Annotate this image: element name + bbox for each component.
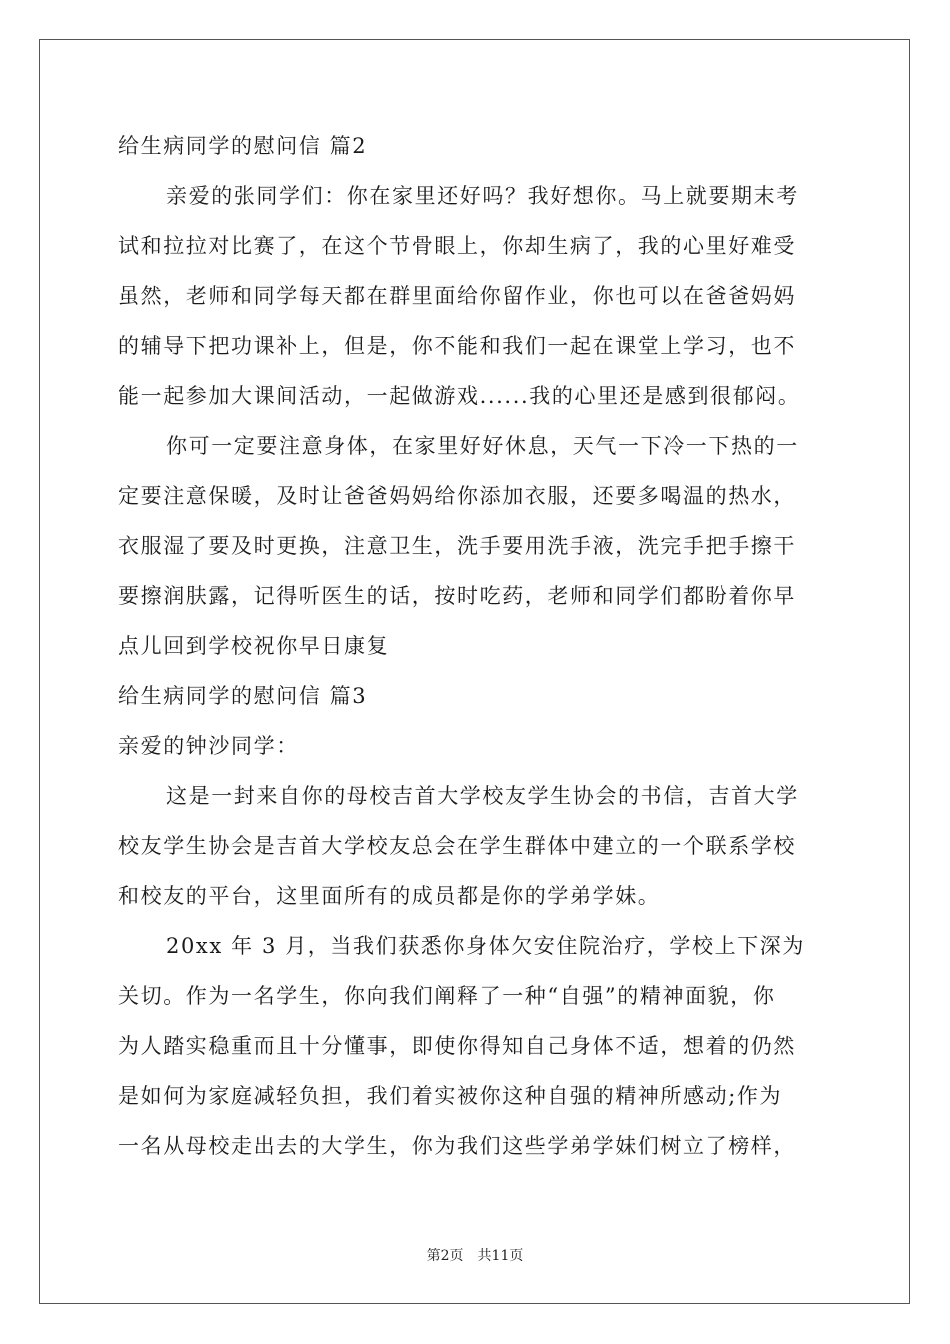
paragraph-line: 你可一定要注意身体，在家里好好休息，天气一下冷一下热的一: [166, 434, 799, 458]
paragraph-line: 能一起参加大课间活动，一起做游戏......我的心里还是感到很郁闷。: [118, 384, 801, 408]
paragraph-line: 是如何为家庭减轻负担，我们着实被你这种自强的精神所感动;作为: [118, 1084, 783, 1108]
page-number: 第2页: [426, 1248, 464, 1264]
page-footer: [0, 1245, 950, 1265]
paragraph-line: 虽然，老师和同学每天都在群里面给你留作业，你也可以在爸爸妈妈: [118, 284, 796, 308]
paragraph-line: 为人踏实稳重而且十分懂事，即使你得知自己身体不适，想着的仍然: [118, 1034, 796, 1058]
paragraph-line: 要擦润肤露，记得听医生的话，按时吃药，老师和同学们都盼着你早: [118, 584, 796, 608]
paragraph-line: 和校友的平台，这里面所有的成员都是你的学弟学妹。: [118, 884, 661, 908]
paragraph-line: 亲爱的张同学们：你在家里还好吗？我好想你。马上就要期末考: [166, 184, 799, 208]
paragraph-line: 一名从母校走出去的大学生，你为我们这些学弟学妹们树立了榜样，: [118, 1134, 796, 1158]
paragraph-line: 的辅导下把功课补上，但是，你不能和我们一起在课堂上学习，也不: [118, 334, 796, 358]
heading-letter-2: 给生病同学的慰问信 篇2: [118, 134, 368, 158]
paragraph-line: 定要注意保暖，及时让爸爸妈妈给你添加衣服，还要多喝温的热水，: [118, 484, 796, 508]
salutation: 亲爱的钟沙同学：: [118, 734, 299, 758]
paragraph-line: 关切。作为一名学生，你向我们阐释了一种“自强”的精神面貌，你: [118, 984, 776, 1008]
paragraph-line: 试和拉拉对比赛了，在这个节骨眼上，你却生病了，我的心里好难受: [118, 234, 796, 258]
total-pages: 共11页: [477, 1248, 524, 1264]
document-body: [118, 128, 838, 1178]
paragraph-line: 衣服湿了要及时更换，注意卫生，洗手要用洗手液，洗完手把手擦干: [118, 534, 796, 558]
paragraph-line: 校友学生协会是吉首大学校友总会在学生群体中建立的一个联系学校: [118, 834, 796, 858]
paragraph-line: 20xx 年 3 月，当我们获悉你身体欠安住院治疗，学校上下深为: [166, 934, 805, 958]
paragraph-line: 点儿回到学校祝你早日康复: [118, 634, 390, 658]
paragraph-line: 这是一封来自你的母校吉首大学校友学生协会的书信，吉首大学: [166, 784, 799, 808]
heading-letter-3: 给生病同学的慰问信 篇3: [118, 684, 368, 708]
